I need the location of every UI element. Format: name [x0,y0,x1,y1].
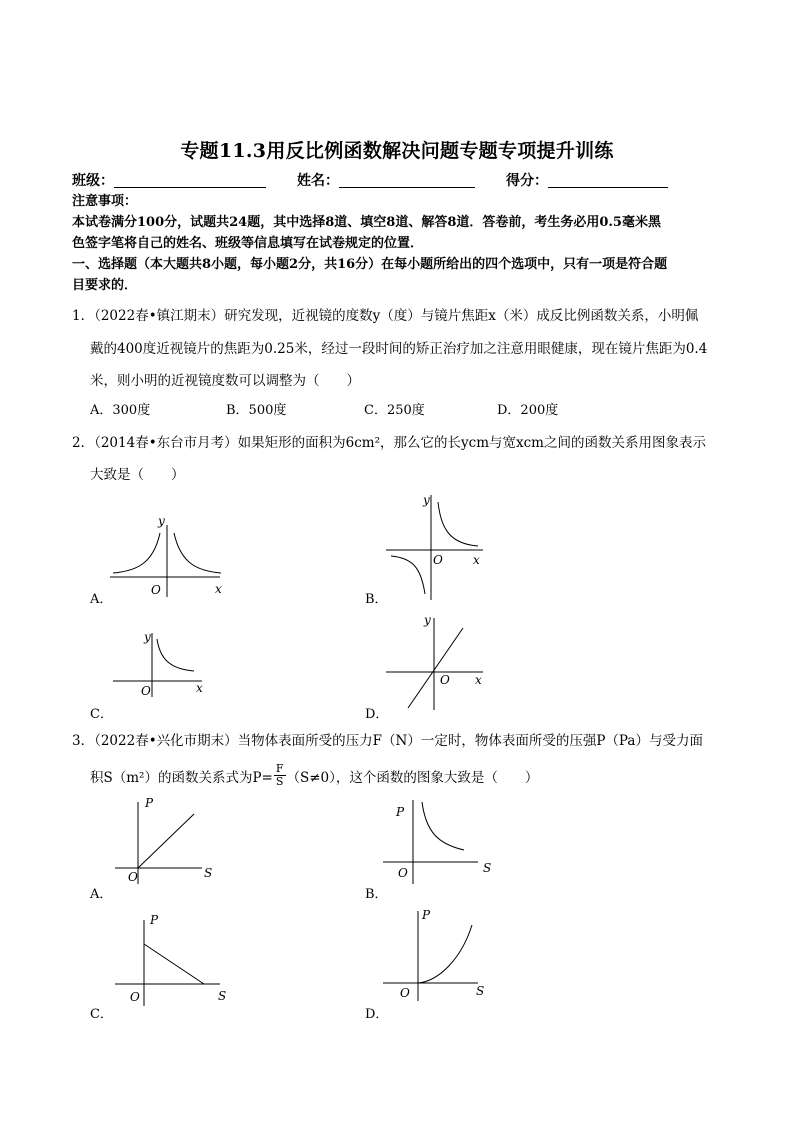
q2c-x-label: x [196,681,203,695]
name-blank[interactable] [339,173,475,188]
q3a-x-label: S [204,866,213,880]
q2-line-1: 2．（2014春•东台市月考）如果矩形的面积为6cm²，那么它的长ycm与宽xcm之间的函数关系用图象表示 [72,435,706,451]
q3-graph-d[interactable] [380,905,495,1005]
q3-frac-num: F [275,762,284,775]
q3-graph-a[interactable] [112,792,222,892]
q3-line-2 [90,763,538,788]
q3c-origin-label: O [130,990,140,1004]
q2c-origin-label: O [141,684,151,698]
q3-graph-c[interactable] [112,912,232,1012]
q3d-y-label: P [422,908,431,922]
q3-label-d[interactable]: D． [365,1007,389,1022]
section-line-2: 目要求的． [72,278,138,293]
class-label: 班级： [72,173,114,189]
q2-line-2: 大致是（ ） [90,467,185,483]
q2d-x-label: x [475,673,482,687]
q3d-x-label: S [476,984,485,998]
notice-line-1: 本试卷满分100分，试题共24题，其中选择8道、填空8道、解答8道．答卷前，考生务必用0.5毫米黑 [72,215,661,230]
q3a-y-label: P [145,796,154,810]
section-line-1: 一、选择题（本大题共8小题，每小题2分，共16分）在每小题所给出的四个选项中，只有一项是符合题 [72,257,668,272]
q3-label-b[interactable]: B． [365,887,388,902]
q2d-y-label: y [424,613,431,627]
q3d-origin-label: O [400,986,410,1000]
q3b-origin-label: O [398,866,408,880]
score-label: 得分： [506,173,548,189]
class-field[interactable] [72,170,266,190]
q2-graph-c[interactable] [110,625,210,700]
q2-label-c[interactable]: C． [90,707,113,722]
class-blank[interactable] [114,173,266,188]
notice-heading: 注意事项： [72,194,138,209]
q2-label-a[interactable]: A． [90,592,113,607]
q3-formula-pre: 积S（m²）的函数关系式为P= [90,769,273,786]
q2-graph-b[interactable] [383,490,493,602]
q3a-origin-label: O [128,870,138,884]
q3c-x-label: S [218,989,227,1003]
q2b-x-label: x [473,553,480,567]
q3-fraction [274,763,286,788]
q2-label-d[interactable]: D． [365,707,389,722]
q3-formula-post: （S≠0），这个函数的图象大致是（ ） [286,769,539,786]
notice-line-2: 色签字笔将自己的姓名、班级等信息填写在试卷规定的位置． [72,236,424,251]
q3-line-1: 3．（2022春•兴化市期末）当物体表面所受的压力F（N）一定时，物体表面所受的压强P（Pa）与受力面 [72,733,703,749]
q2-label-b[interactable]: B． [365,592,388,607]
q2a-y-label: y [158,514,165,528]
q3-frac-den: S [275,775,284,788]
q1-option-a[interactable]: A．300度 [90,403,151,418]
score-field[interactable] [506,170,668,190]
q2d-origin-label: O [440,673,450,687]
q1-line-1: 1．（2022春•镇江期末）研究发现，近视镜的度数y（度）与镜片焦距x（米）成反比例函数关系，小明佩 [72,308,699,324]
q2-graph-a[interactable] [105,505,235,600]
q3-graph-b[interactable] [380,792,495,892]
name-label: 姓名： [297,173,339,189]
q1-option-b[interactable]: B．500度 [226,403,287,418]
q3b-y-label: P [396,805,405,819]
q3-label-c[interactable]: C． [90,1007,113,1022]
q2a-origin-label: O [151,583,161,597]
q1-line-2: 戴的400度近视镜片的焦距为0.25米，经过一段时间的矫正治疗加之注意用眼健康，现在镜片焦距为0.4 [90,341,708,357]
q1-option-d[interactable]: D．200度 [497,403,559,418]
score-blank[interactable] [548,173,668,188]
q2b-y-label: y [423,493,430,507]
q1-option-c[interactable]: C．250度 [364,403,425,418]
q1-line-3: 米，则小明的近视镜度数可以调整为（ ） [90,373,360,389]
q3c-y-label: P [150,913,159,927]
q2-graph-d[interactable] [383,608,493,713]
q2c-y-label: y [144,630,151,644]
page-title: 专题11.3用反比例函数解决问题专题专项提升训练 [180,140,614,162]
name-field[interactable] [297,170,475,190]
q2a-x-label: x [215,582,222,596]
q3-label-a[interactable]: A． [90,887,113,902]
q3b-x-label: S [483,861,492,875]
q2b-origin-label: O [433,553,443,567]
